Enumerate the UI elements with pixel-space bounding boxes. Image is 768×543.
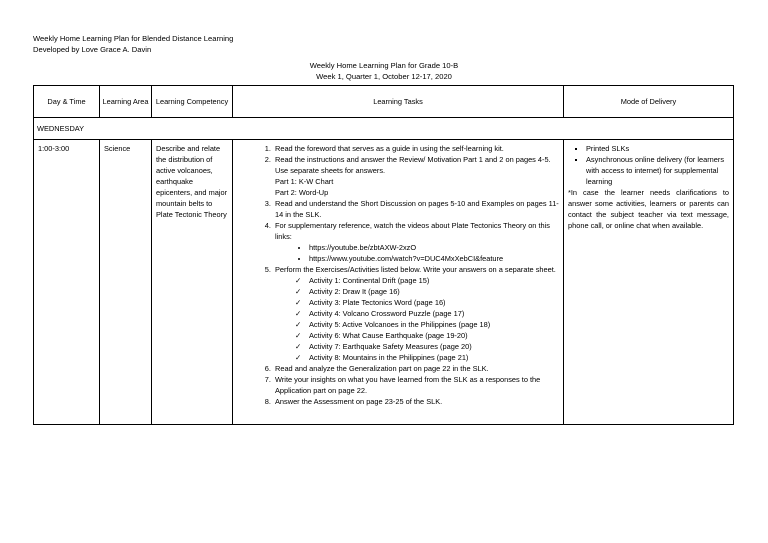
task-text: Perform the Exercises/Activities listed below. Write your answers on a separate sheet.	[275, 265, 556, 274]
day-label: WEDNESDAY	[34, 118, 734, 140]
header-learning-area: Learning Area	[100, 86, 152, 118]
tasks-cell	[233, 140, 564, 425]
task-item-7	[273, 374, 559, 396]
video-link-2[interactable]: • https://www.youtube.com/watch?v=DUC4MxXebCI&feature	[309, 253, 559, 264]
activity-item: ✓ Activity 2: Draw It (page 16)	[309, 286, 559, 297]
task-text: Write your insights on what you have learned from the SLK as a responses to the Application part on page 22.	[275, 375, 541, 395]
clarification-note: *In case the learner needs clarifications to answer some activities, learners or parents can contact the subject teacher via text message, phone call, or online chat when available.	[568, 188, 729, 230]
header-day-time: Day & Time	[34, 86, 100, 118]
header-learning-competency: Learning Competency	[152, 86, 233, 118]
video-link-1[interactable]: • https://youtube.be/zbtAXW-2xzO	[309, 242, 559, 253]
activity-item: ✓ Activity 8: Mountains in the Philippines (page 21)	[309, 352, 559, 363]
task-text: Read the foreword that serves as a guide in using the self-learning kit.	[275, 144, 504, 153]
mode-item-printed: ▪ Printed SLKs	[586, 143, 729, 154]
activity-item: ✓ Activity 3: Plate Tectonics Word (page 16)	[309, 297, 559, 308]
task-text: Read and understand the Short Discussion on pages 5-10 and Examples on pages 11-14 in the SLK.	[275, 199, 559, 219]
day-row	[34, 118, 734, 140]
delivery-mode-list	[568, 143, 729, 187]
task-list	[237, 143, 559, 407]
task-item-2	[273, 154, 559, 198]
task-item-6	[273, 363, 559, 374]
task-item-4	[273, 220, 559, 264]
task-text: Read the instructions and answer the Review/ Motivation Part 1 and 2 on pages 4-5. Use separate sheets for answers.	[275, 155, 551, 175]
task-text: Answer the Assessment on page 23-25 of the SLK.	[275, 397, 443, 406]
task-item-5	[273, 264, 559, 363]
video-link-list	[275, 242, 559, 264]
plan-subtitle: Week 1, Quarter 1, October 12-17, 2020	[316, 72, 452, 81]
task-item-1	[273, 143, 559, 154]
table-header-row	[34, 86, 734, 118]
developer-credit: Developed by Love Grace A. Davin	[33, 45, 152, 54]
task-text: Read and analyze the Generalization part on page 22 in the SLK.	[275, 364, 489, 373]
activity-list	[275, 275, 559, 363]
activity-item: ✓ Activity 5: Active Volcanoes in the Philippines (page 18)	[309, 319, 559, 330]
learning-plan-table	[33, 85, 734, 425]
task-part-1: Part 1: K-W Chart	[275, 177, 334, 186]
activity-item: ✓ Activity 4: Volcano Crossword Puzzle (page 17)	[309, 308, 559, 319]
competency-cell: Describe and relate the distribution of active volcanoes, earthquake epicenters, and major mountain belts to Plate Tectonic Theory	[152, 140, 233, 425]
area-cell: Science	[100, 140, 152, 425]
mode-cell	[564, 140, 734, 425]
mode-item-online: ▪ Asynchronous online delivery (for learners with access to internet) for supplemental learning	[586, 154, 729, 187]
activity-item: ✓ Activity 1: Continental Drift (page 15)	[309, 275, 559, 286]
activity-item: ✓ Activity 7: Earthquake Safety Measures (page 20)	[309, 341, 559, 352]
task-part-2: Part 2: Word-Up	[275, 188, 329, 197]
task-item-8	[273, 396, 559, 407]
activity-item: ✓ Activity 6: What Cause Earthquake (page 19-20)	[309, 330, 559, 341]
task-text: For supplementary reference, watch the videos about Plate Tectonics Theory on this links:	[275, 221, 550, 241]
plan-title: Weekly Home Learning Plan for Grade 10-B	[309, 61, 459, 70]
plan-heading: Weekly Home Learning Plan for Blended Distance Learning	[33, 34, 234, 43]
header-mode-of-delivery: Mode of Delivery	[564, 86, 734, 118]
header-learning-tasks: Learning Tasks	[233, 86, 564, 118]
time-cell: 1:00-3:00	[34, 140, 100, 425]
table-row	[34, 140, 734, 425]
task-item-3	[273, 198, 559, 220]
